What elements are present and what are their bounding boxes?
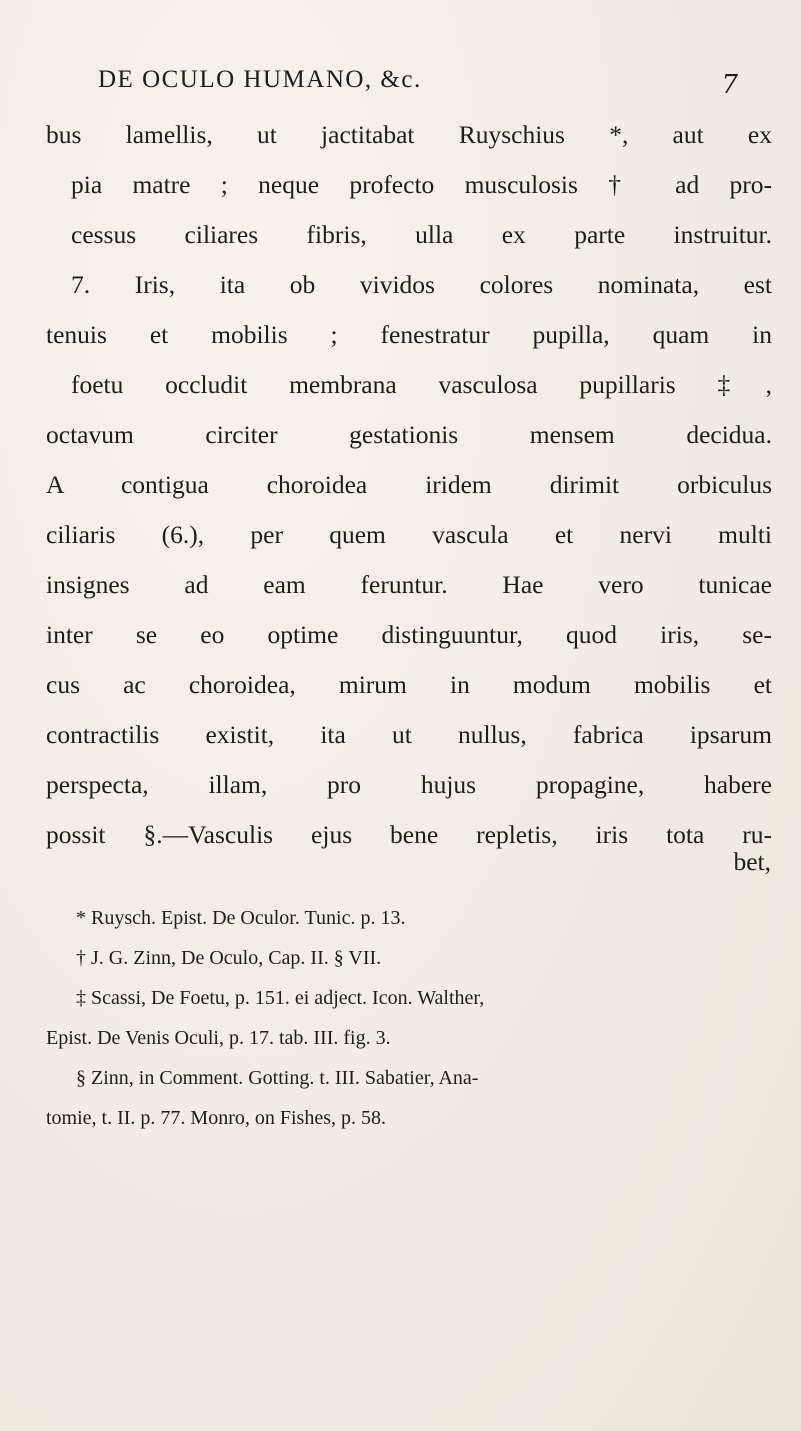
body-line: bus lamellis, ut jactitabat Ruyschius *, aut ex [46,120,772,149]
body-line: possit §.—Vasculis ejus bene repletis, iris tota ru- [46,820,772,849]
footnote: ‡ Scassi, De Foetu, p. 151. ei adject. Icon. Walther, [76,987,485,1009]
body-line: foetu occludit membrana vasculosa pupillaris ‡, [71,370,772,399]
body-line: A contigua choroidea iridem dirimit orbiculus [46,470,772,499]
body-line: cessus ciliares fibris, ulla ex parte instruitur. [71,220,772,249]
body-line: cus ac choroidea, mirum in modum mobilis et [46,670,772,699]
body-text [46,110,772,860]
page-header [98,66,738,106]
footnote-continuation: Epist. De Venis Oculi, p. 17. tab. III. fig. 3. [46,1027,391,1049]
body-line: inter se eo optime distinguuntur, quod iris, se- [46,620,772,649]
body-line: insignes ad eam feruntur. Hae vero tunicae [46,570,772,599]
running-head: DE OCULO HUMANO, &c. [98,66,422,93]
page-number: 7 [721,70,738,100]
catchword: bet, [733,847,771,876]
footnote: * Ruysch. Epist. De Oculor. Tunic. p. 13. [76,907,406,929]
body-line: ciliaris (6.), per quem vascula et nervi multi [46,520,772,549]
footnote: † J. G. Zinn, De Oculo, Cap. II. § VII. [76,947,382,969]
body-line: pia matre ; neque profecto musculosis † ad pro- [71,170,772,199]
footnote-continuation: tomie, t. II. p. 77. Monro, on Fishes, p. 58. [46,1107,386,1129]
body-line: perspecta, illam, pro hujus propagine, habere [46,770,772,799]
body-line: contractilis existit, ita ut nullus, fabrica ipsarum [46,720,772,749]
body-line: tenuis et mobilis ; fenestratur pupilla, quam in [46,320,772,349]
body-line: 7. Iris, ita ob vividos colores nominata, est [71,270,772,299]
body-line: octavum circiter gestationis mensem decidua. [46,420,772,449]
footnotes [46,898,766,1138]
footnote: § Zinn, in Comment. Gotting. t. III. Sabatier, Ana- [76,1067,479,1089]
